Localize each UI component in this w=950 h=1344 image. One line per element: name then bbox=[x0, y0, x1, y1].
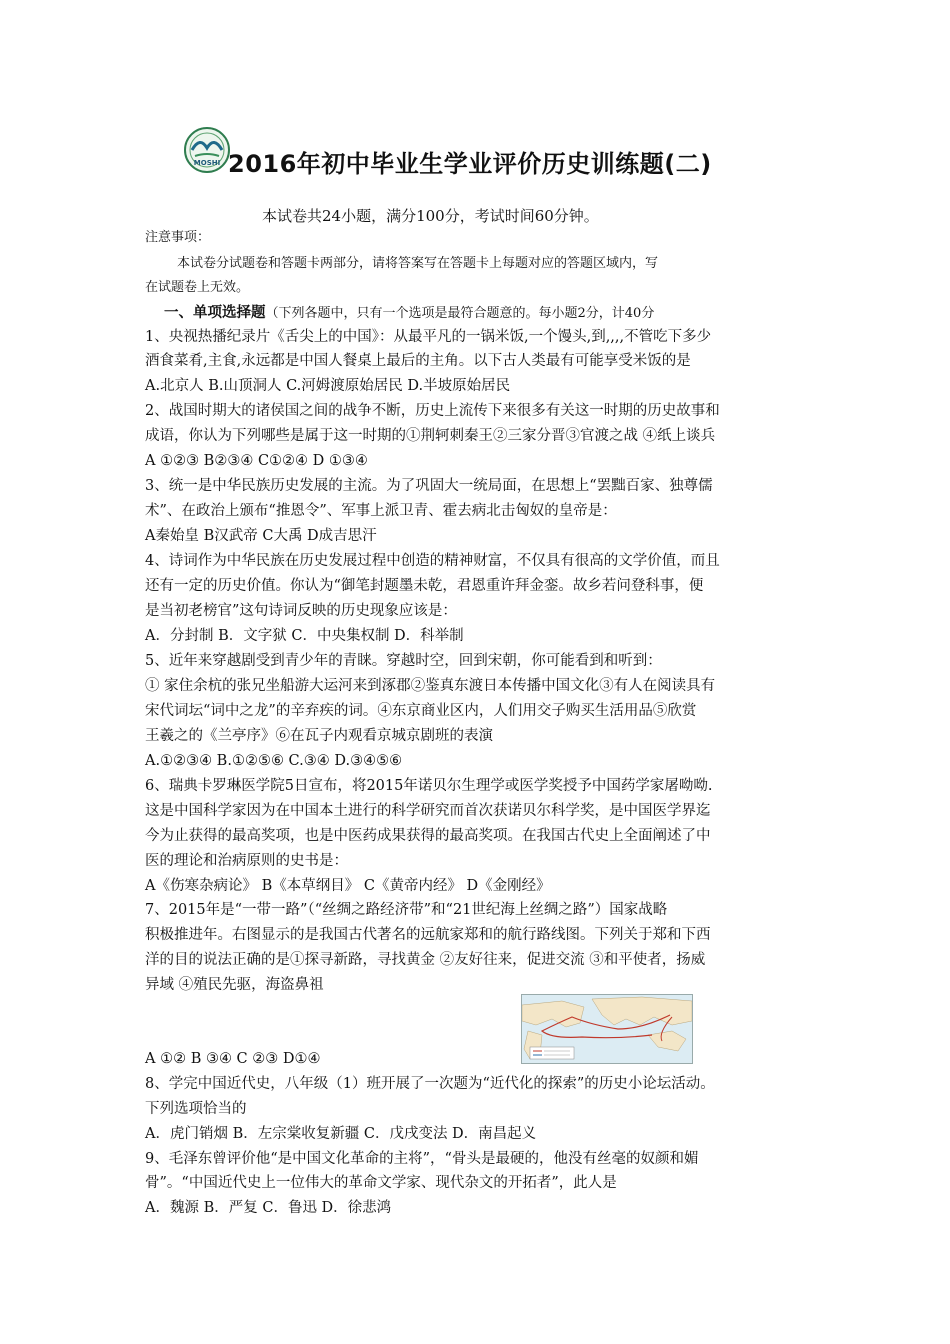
page-subtitle: 本试卷共24小题，满分100分，考试时间60分钟。 bbox=[262, 207, 599, 225]
question-line: 洋的目的说法正确的是①探寻新路，寻找黄金 ②友好往来，促进交流 ③和平使者，扬威 bbox=[145, 952, 706, 968]
question-line: 6、瑞典卡罗琳医学院5日宣布，将2015年诺贝尔生理学或医学奖授予中国药学家屠呦呦. bbox=[145, 778, 713, 794]
notice-line-1: 本试卷分试题卷和答题卡两部分，请将答案写在答题卡上每题对应的答题区域内，写 bbox=[177, 256, 659, 271]
question-line: A ①②③ B②③④ C①②④ D ①③④ bbox=[145, 453, 368, 469]
question-line: 3、统一是中华民族历史发展的主流。为了巩固大一统局面，在思想上“罢黜百家、独尊儒 bbox=[145, 478, 713, 494]
question-line: 4、诗词作为中华民族在历史发展过程中创造的精神财富，不仅具有很高的文学价值，而且 bbox=[145, 553, 720, 569]
notice-line-2: 在试题卷上无效。 bbox=[145, 280, 250, 295]
question-line: ① 家住余杭的张兄坐船游大运河来到涿郡②鉴真东渡日本传播中国文化③有人在阅读具有 bbox=[145, 678, 716, 694]
question-line: 术”、在政治上颁布“推恩令”、军事上派卫青、霍去病北击匈奴的皇帝是： bbox=[145, 503, 617, 519]
notice-heading: 注意事项： bbox=[145, 230, 211, 245]
question-line: 1、央视热播纪录片《舌尖上的中国》：从最平凡的一锅米饭,一个馒头,到,,,,不管吃下多少 bbox=[145, 329, 712, 345]
question-line: 骨”。“中国近代史上一位伟大的革命文学家、现代杂文的开拓者”，此人是 bbox=[145, 1175, 617, 1191]
question-line: 宋代词坛“词中之龙”的辛弃疾的词。④东京商业区内，人们用交子购买生活用品⑤欣赏 bbox=[145, 703, 697, 719]
question-line: A．魏源 B．严复 C．鲁迅 D．徐悲鸿 bbox=[145, 1200, 392, 1216]
school-logo bbox=[183, 126, 231, 174]
question-line: 积极推进年。右图显示的是我国古代著名的远航家郑和的航行路线图。下列关于郑和下西 bbox=[145, 927, 711, 943]
question-line: A秦始皇 B汉武帝 C大禹 D成吉思汗 bbox=[145, 528, 377, 544]
question-line: 是当初老榜官”这句诗词反映的历史现象应该是： bbox=[145, 603, 457, 619]
question-line: 还有一定的历史价值。你认为“御笔封题墨未乾，君恩重许拜金銮。故乡若问登科事，便 bbox=[145, 578, 704, 594]
page-title: 2016年初中毕业生学业评价历史训练题(二) bbox=[228, 150, 712, 178]
question-line: 下列选项恰当的 bbox=[145, 1101, 247, 1117]
question-line: 7、2015年是“一带一路”（“丝绸之路经济带”和“21世纪海上丝绸之路”）国家战略 bbox=[145, 902, 668, 918]
question-line: 2、战国时期大的诸侯国之间的战争不断，历史上流传下来很多有关这一时期的历史故事和 bbox=[145, 403, 720, 419]
question-line: A．虎门销烟 B．左宗棠收复新疆 C．戊戌变法 D．南昌起义 bbox=[145, 1126, 537, 1142]
section-heading bbox=[164, 303, 654, 324]
question-line: 今为止获得的最高奖项，也是中医药成果获得的最高奖项。在我国古代史上全面阐述了中 bbox=[145, 828, 711, 844]
question-line: 这是中国科学家因为在中国本土进行的科学研究而首次获诺贝尔科学奖，是中国医学界迄 bbox=[145, 803, 711, 819]
question-line: 王羲之的《兰亭序》⑥在瓦子内观看京城京剧班的表演 bbox=[145, 728, 493, 744]
question-line: A《伤寒杂病论》 B《本草纲目》 C《黄帝内经》 D《金刚经》 bbox=[145, 878, 551, 894]
logo-text: MOSHI bbox=[193, 159, 221, 167]
question-line: 8、学完中国近代史，八年级（1）班开展了一次题为“近代化的探索”的历史小论坛活动。 bbox=[145, 1076, 715, 1092]
zheng-he-voyage-map bbox=[521, 994, 693, 1064]
question-line: 酒食菜肴,主食,永远都是中国人餐桌上最后的主角。以下古人类最有可能享受米饭的是 bbox=[145, 353, 691, 369]
question-line: A ①② B ③④ C ②③ D①④ bbox=[145, 1051, 321, 1067]
question-line: A．分封制 B．文字狱 C．中央集权制 D．科举制 bbox=[145, 628, 464, 644]
section-title: 一、单项选择题 bbox=[164, 304, 266, 321]
question-line: A.①②③④ B.①②⑤⑥ C.③④ D.③④⑤⑥ bbox=[145, 753, 403, 769]
question-line: A.北京人 B.山顶洞人 C.河姆渡原始居民 D.半坡原始居民 bbox=[145, 378, 511, 394]
question-line: 5、近年来穿越剧受到青少年的青睐。穿越时空，回到宋朝，你可能看到和听到： bbox=[145, 653, 662, 669]
section-desc: （下列各题中，只有一个选项是最符合题意的。每小题2分，计40分 bbox=[265, 306, 655, 321]
question-line: 成语，你认为下列哪些是属于这一时期的①荆轲刺秦王②三家分晋③官渡之战 ④纸上谈兵 bbox=[145, 428, 716, 444]
question-line: 医的理论和治病原则的史书是： bbox=[145, 853, 348, 869]
question-line: 9、毛泽东曾评价他“是中国文化革命的主将”，“骨头是最硬的，他没有丝毫的奴颜和媚 bbox=[145, 1151, 699, 1167]
question-line: 异域 ④殖民先驱，海盗鼻祖 bbox=[145, 977, 324, 993]
